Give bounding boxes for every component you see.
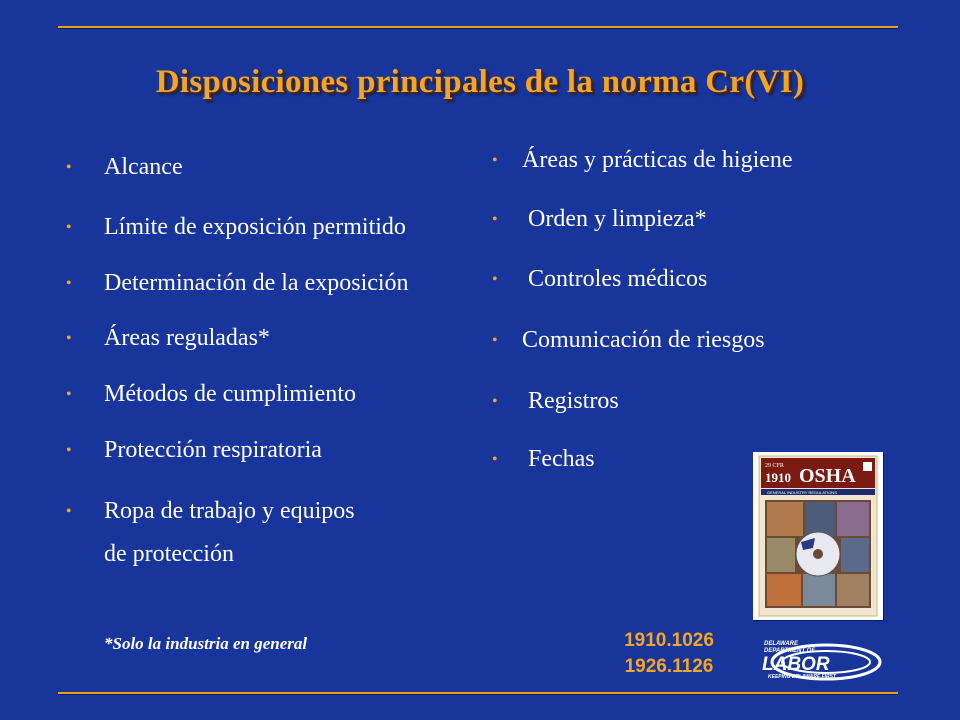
bullet-icon: •: [66, 503, 72, 520]
list-item-label: Comunicación de riesgos: [522, 327, 765, 353]
logo-tagline: KEEPING DELAWARE FIRST: [768, 674, 837, 680]
book-cfr-label: 29 CFR: [765, 463, 784, 469]
bullet-icon: •: [66, 219, 72, 236]
bullet-icon: •: [492, 271, 498, 288]
list-item-label: Protección respiratoria: [104, 437, 322, 463]
bullet-icon: •: [492, 451, 498, 468]
standard-codes: [604, 628, 734, 680]
book-subtitle: GENERAL INDUSTRY REGULATIONS: [767, 490, 837, 495]
bottom-divider: [58, 692, 898, 694]
list-item-label: Áreas y prácticas de higiene: [522, 147, 793, 173]
logo-word: LABOR: [762, 654, 830, 675]
bullet-icon: •: [492, 332, 498, 349]
footnote: *Solo la industria en general: [104, 634, 308, 653]
book-year: 1910: [765, 470, 791, 485]
list-item-label: Orden y limpieza*: [522, 206, 707, 232]
osha-book-cover-image: [753, 452, 883, 620]
code-construction: 1926.1126: [624, 656, 714, 677]
bullet-icon: •: [66, 386, 72, 403]
top-divider: [58, 26, 898, 28]
code-general-industry: 1910.1026: [624, 630, 714, 651]
bullet-icon: •: [66, 275, 72, 292]
list-item-label: Áreas reguladas*: [104, 325, 270, 351]
list-item-label: Límite de exposición permitido: [104, 214, 406, 240]
list-item-label: Ropa de trabajo y equipos: [104, 498, 355, 524]
bullet-icon: •: [492, 152, 498, 169]
bullet-icon: •: [492, 211, 498, 228]
delaware-labor-logo: [734, 636, 884, 686]
bullet-icon: •: [66, 330, 72, 347]
logo-line2: DEPARTMENT OF: [764, 648, 816, 654]
logo-line1: DELAWARE: [764, 641, 799, 647]
list-item-label: Alcance: [104, 154, 183, 180]
bullet-icon: •: [66, 442, 72, 459]
book-brand: OSHA: [799, 465, 856, 487]
list-item-continuation: de protección: [104, 541, 234, 567]
bullet-icon: •: [492, 393, 498, 410]
list-item-label: Controles médicos: [522, 266, 708, 292]
list-item-label: Registros: [522, 388, 619, 414]
slide-title: Disposiciones principales de la norma Cr(VI): [155, 64, 805, 100]
list-item-label: Métodos de cumplimiento: [104, 381, 356, 407]
bullet-icon: •: [66, 159, 72, 176]
list-item-label: Fechas: [522, 446, 595, 472]
list-item-label: Determinación de la exposición: [104, 270, 409, 296]
